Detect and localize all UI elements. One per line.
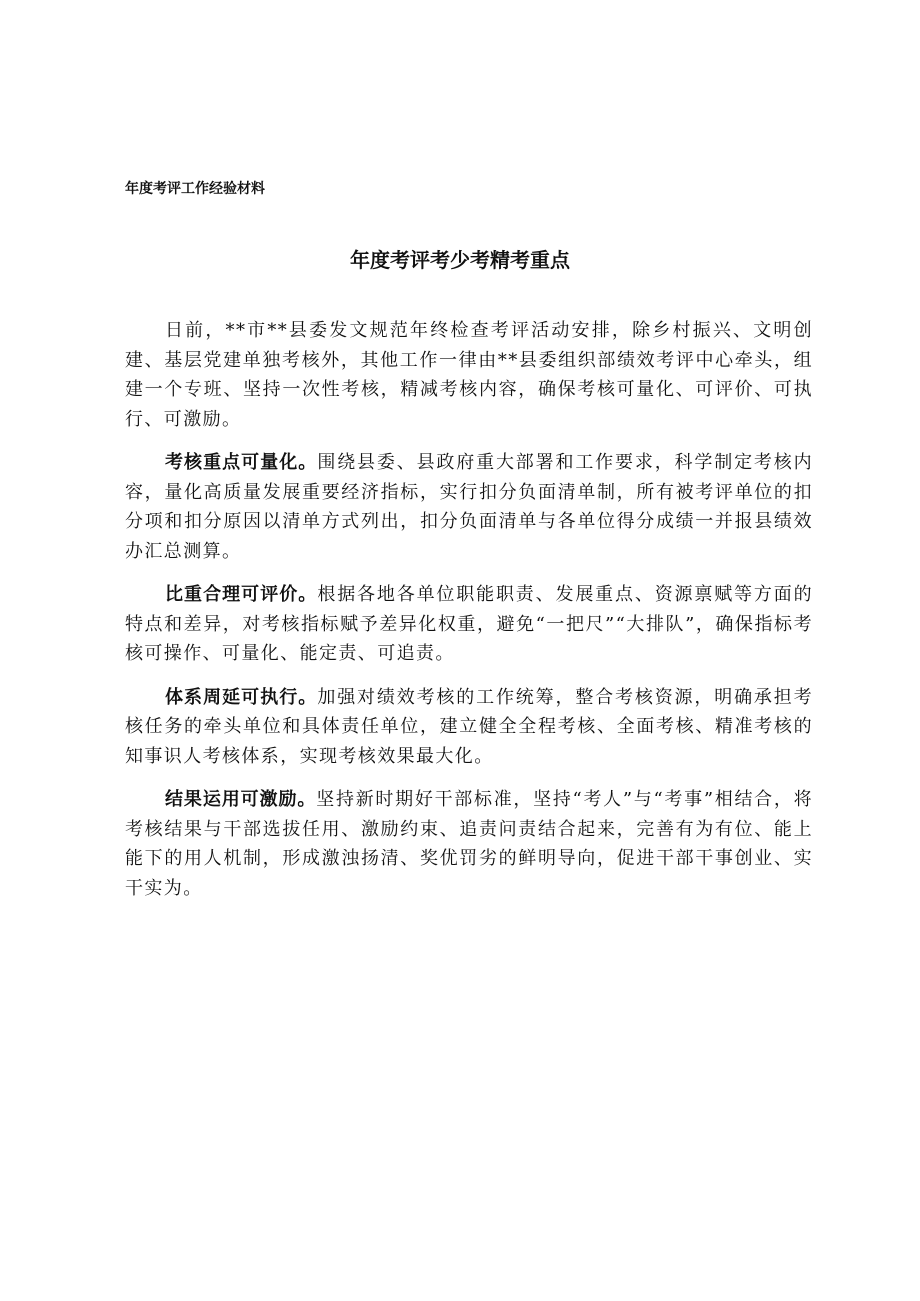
paragraph-quantifiable: [125, 448, 813, 566]
document-label: 年度考评工作经验材料: [125, 181, 265, 197]
paragraph-intro: [125, 316, 813, 434]
paragraph-text: 坚持新时期好干部标准，坚持“考人”与“考事”相结合，将考核结果与干部选拔任用、激励约束、追责问责结合起来，完善有为有位、能上能下的用人机制，形成激浊扬清、奖优罚劣的鲜明导向，促进干部干事创业、实干实为。: [125, 789, 813, 899]
document-body: [125, 316, 813, 917]
paragraph-evaluable: [125, 580, 813, 669]
paragraph-heading: 体系周延可执行。: [165, 686, 318, 708]
paragraph-heading: 结果运用可激励。: [165, 789, 317, 810]
paragraph-motivating: [125, 785, 813, 903]
document-title: 年度考评考少考精考重点: [350, 248, 570, 272]
paragraph-heading: 比重合理可评价。: [165, 584, 318, 605]
paragraph-text: 根据各地各单位职能职责、发展重点、资源禀赋等方面的特点和差异，对考核指标赋予差异化权重，避免“一把尺”“大排队”，确保指标考核可操作、可量化、能定责、可追责。: [125, 584, 813, 664]
paragraph-text: 加强对绩效考核的工作统筹，整合考核资源，明确承担考核任务的牵头单位和具体责任单位，建立健全全程考核、全面考核、精准考核的知事识人考核体系，实现考核效果最大化。: [125, 686, 813, 767]
paragraph-text: 围绕县委、县政府重大部署和工作要求，科学制定考核内容，量化高质量发展重要经济指标，实行扣分负面清单制，所有被考评单位的扣分项和扣分原因以清单方式列出，扣分负面清单与各单位得分成绩一并报县绩效办汇总测算。: [125, 452, 813, 562]
paragraph-heading: 考核重点可量化。: [165, 452, 318, 473]
paragraph-executable: [125, 683, 813, 772]
paragraph-text: 日前，**市**县委发文规范年终检查考评活动安排，除乡村振兴、文明创建、基层党建单独考核外，其他工作一律由**县委组织部绩效考评中心牵头，组建一个专班、坚持一次性考核，精减考核内容，确保考核可量化、可评价、可执行、可激励。: [125, 320, 813, 430]
